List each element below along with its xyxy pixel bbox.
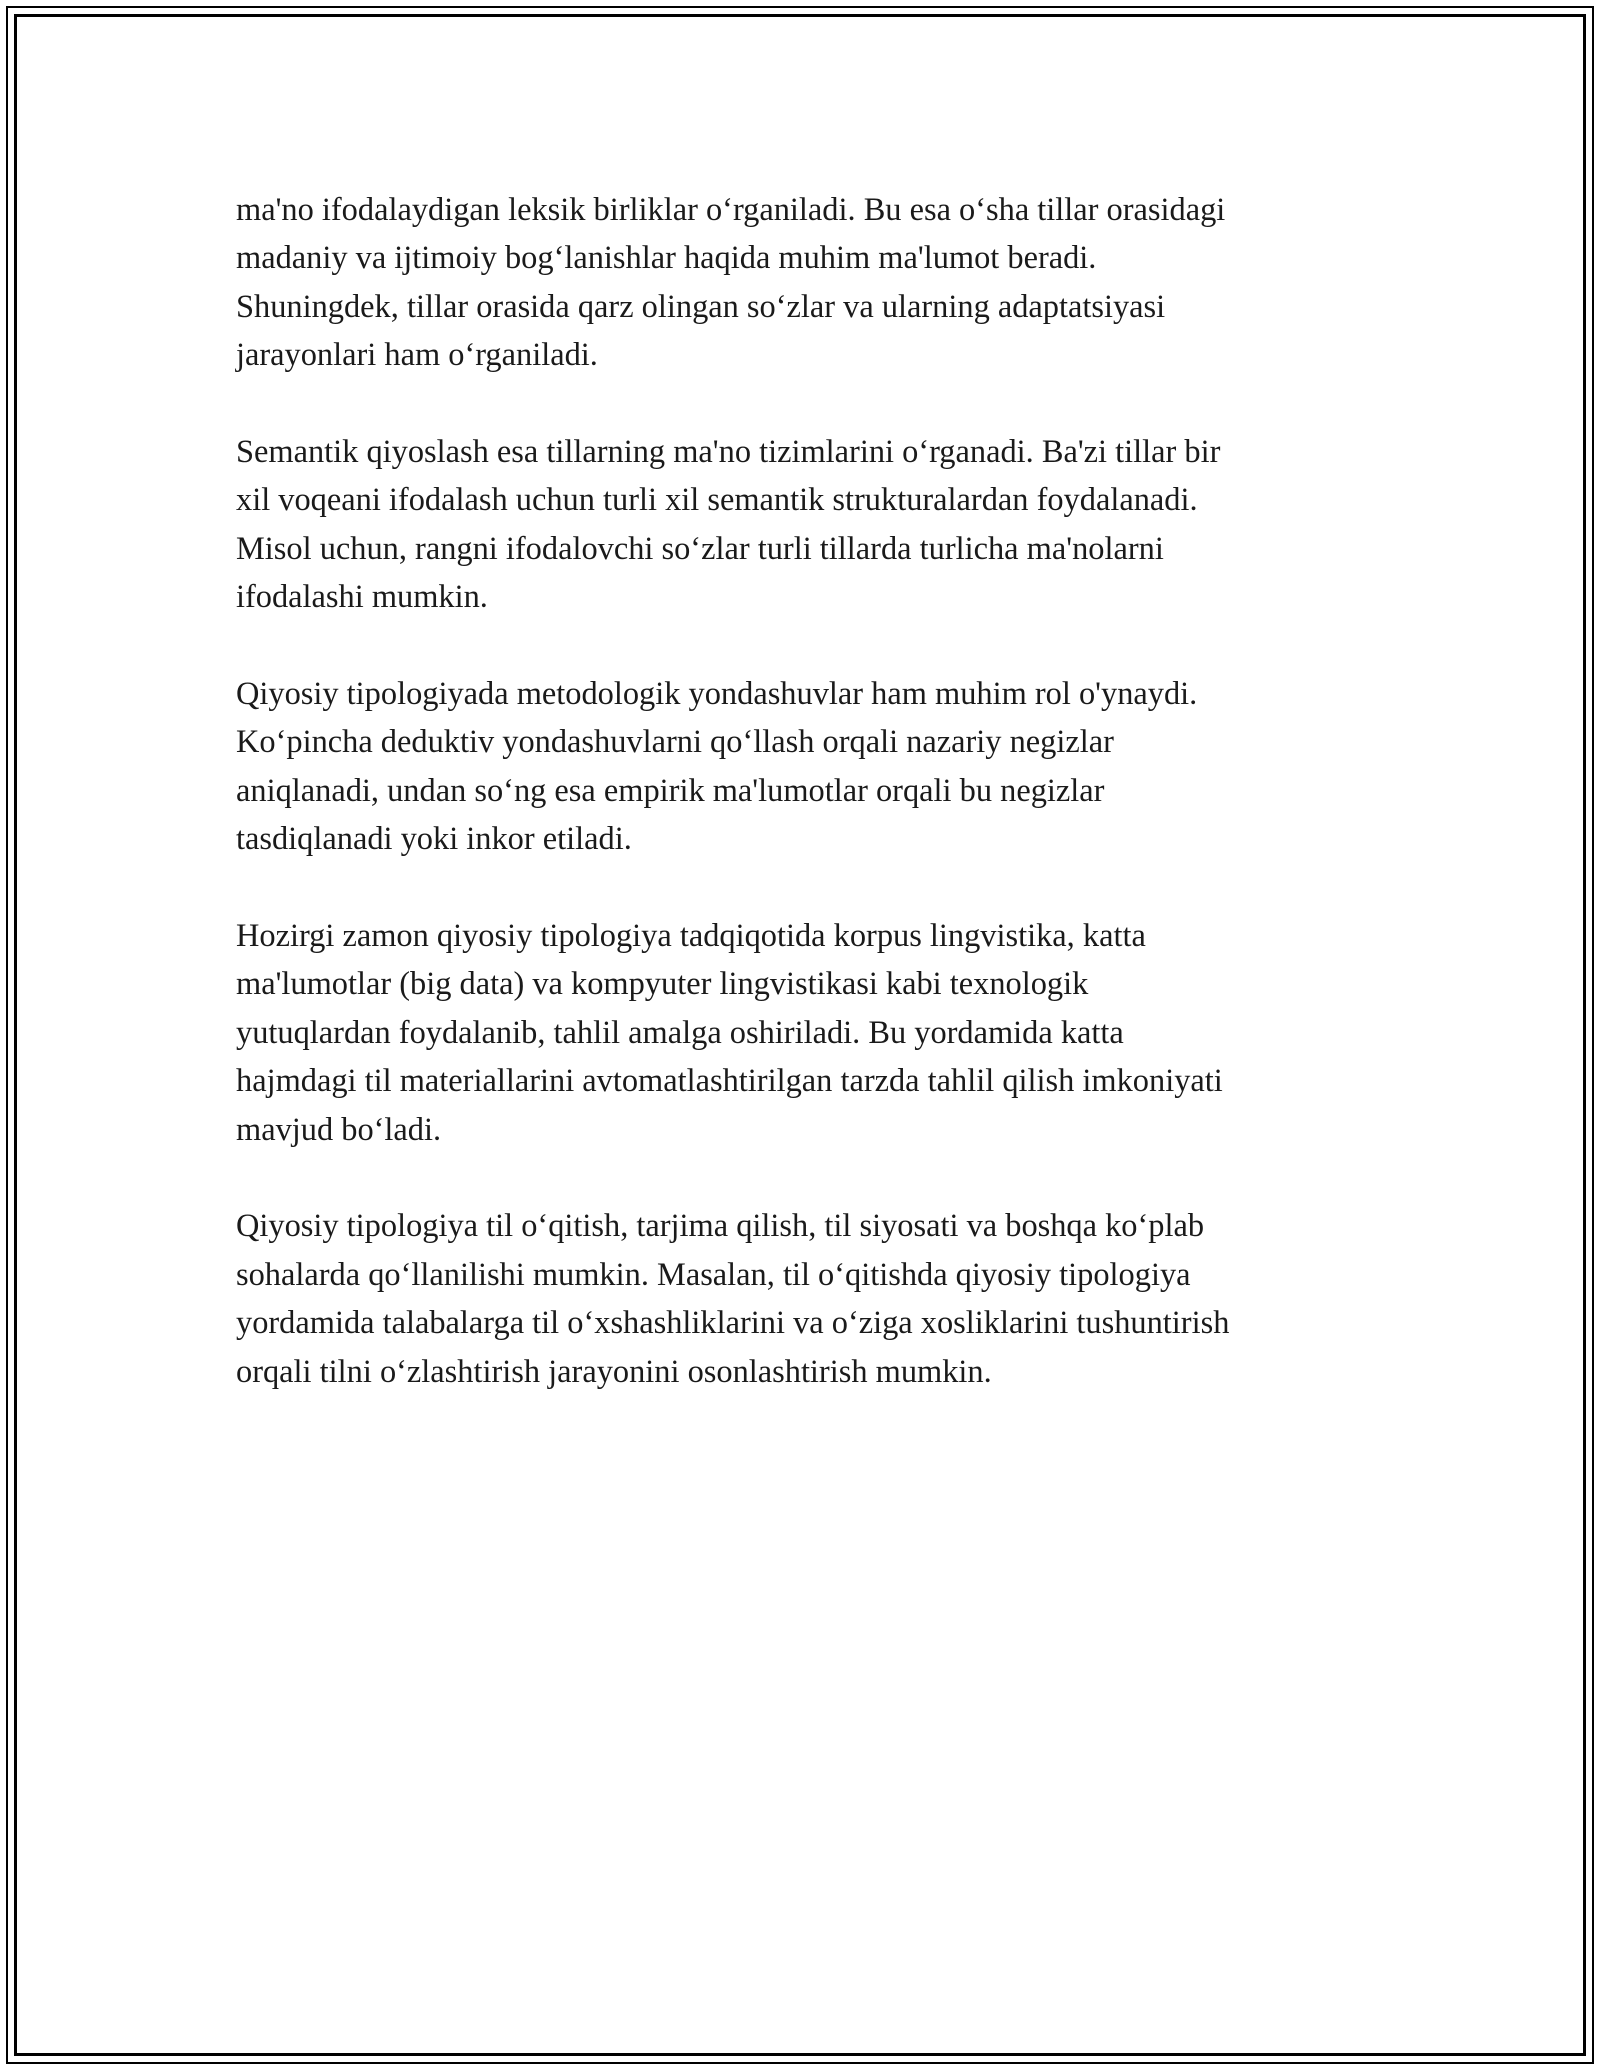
text-line: aniqlanadi, undan so‘ng esa empirik ma'lumotlar orqali bu negizlar [236, 772, 1105, 809]
text-line: Misol uchun, rangni ifodalovchi so‘zlar turli tillarda turlicha ma'nolarni [236, 530, 1164, 567]
text-line: jarayonlari ham o‘rganiladi. [236, 337, 598, 374]
text-line: tasdiqlanadi yoki inkor etiladi. [236, 821, 632, 858]
text-line: yutuqlardan foydalanib, tahlil amalga oshiriladi. Bu yordamida katta [236, 1014, 1124, 1051]
text-line: sohalarda qo‘llanilishi mumkin. Masalan, til o‘qitishda qiyosiy tipologiya [236, 1256, 1191, 1293]
document-text-body [236, 186, 1366, 1444]
text-line: Qiyosiy tipologiya til o‘qitish, tarjima qilish, til siyosati va boshqa ko‘plab [236, 1208, 1205, 1245]
text-line: madaniy va ijtimoiy bog‘lanishlar haqida muhim ma'lumot beradi. [236, 240, 1097, 277]
text-line: Shuningdek, tillar orasida qarz olingan so‘zlar va ularning adaptatsiyasi [236, 288, 1166, 325]
paragraph-3 [236, 670, 1366, 864]
text-line: ma'no ifodalaydigan leksik birliklar o‘rganiladi. Bu esa o‘sha tillar orasidagi [236, 192, 1226, 228]
paragraph-1 [236, 186, 1366, 380]
text-line: hajmdagi til materiallarini avtomatlashtirilgan tarzda tahlil qilish imkoniyati [236, 1063, 1223, 1100]
text-line: Ko‘pincha deduktiv yondashuvlarni qo‘llash orqali nazariy negizlar [236, 724, 1114, 761]
text-line: Qiyosiy tipologiyada metodologik yondashuvlar ham muhim rol o'ynaydi. [236, 676, 1198, 713]
paragraph-5 [236, 1202, 1366, 1396]
text-line: xil voqeani ifodalash uchun turli xil semantik strukturalardan foydalanadi. [236, 482, 1198, 519]
text-line: Semantik qiyoslash esa tillarning ma'no tizimlarini o‘rganadi. Ba'zi tillar bir [236, 434, 1221, 471]
paragraph-2 [236, 428, 1366, 622]
text-line: yordamida talabalarga til o‘xshashliklarini va o‘ziga xosliklarini tushuntirish [236, 1305, 1230, 1342]
text-line: ma'lumotlar (big data) va kompyuter lingvistikasi kabi texnologik [236, 966, 1089, 1003]
text-line: ifodalashi mumkin. [236, 579, 488, 616]
text-line: Hozirgi zamon qiyosiy tipologiya tadqiqotida korpus lingvistika, katta [236, 918, 1146, 955]
paragraph-4 [236, 912, 1366, 1154]
text-line: mavjud bo‘ladi. [236, 1111, 442, 1148]
text-line: orqali tilni o‘zlashtirish jarayonini osonlashtirish mumkin. [236, 1353, 992, 1390]
